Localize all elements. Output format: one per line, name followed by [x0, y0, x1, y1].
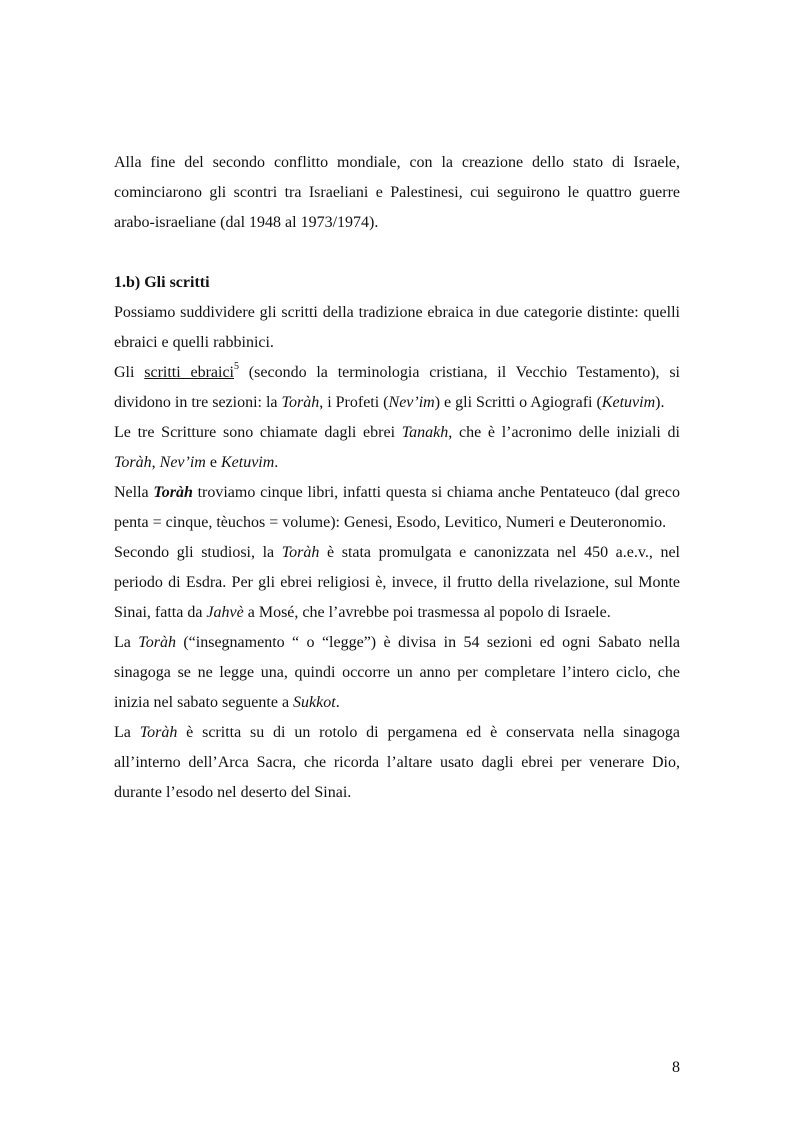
text-run: , che è l’acronimo delle iniziali di [448, 424, 681, 441]
term-scritti-ebraici: scritti ebraici [144, 364, 235, 381]
term-torah: Toràh [139, 724, 178, 741]
text-run: Secondo gli studiosi, la [114, 544, 282, 561]
term-sukkot: Sukkot [293, 694, 336, 711]
text-run: Gli [114, 364, 145, 381]
term-torah: Toràh [114, 454, 152, 471]
paragraph-gap [114, 238, 680, 268]
text-run: è scritta su di un rotolo di pergamena ed è conservata nella sinagoga all’interno dell’Arca Sacra, che ricorda l’altare usato dagli ebrei per venerare Dio, durante l’esodo nel deserto del Sinai. [114, 724, 681, 801]
text-run: . [274, 454, 279, 471]
term-neviim: Nev’im [159, 454, 206, 471]
paragraph-tanakh [114, 418, 680, 478]
section-heading: 1.b) Gli scritti [114, 274, 210, 291]
text-run: (secondo la terminologia cristiana, il Vecchio Testamento), si dividono in tre sezioni: la [114, 364, 681, 411]
term-torah: Toràh [281, 544, 320, 561]
text-run: (“insegnamento “ o “legge”) è divisa in 54 sezioni ed ogni Sabato nella sinagoga se ne legge una, quindi occorre un anno per completare l’intero ciclo, che inizia nel sabato seguente a [114, 634, 680, 711]
paragraph-categories: Possiamo suddividere gli scritti della tradizione ebraica in due categorie distinte: quelli ebraici e quelli rabbinici. [114, 304, 680, 351]
term-neviim: Nev’im [388, 394, 435, 411]
paragraph-postwar-conflicts: Alla fine del secondo conflitto mondiale, con la creazione dello stato di Israele, cominciarono gli scontri tra Israeliani e Palestinesi, cui seguirono le quattro guerre arabo-israeliane (dal 1948 al 1973/1974). [114, 154, 680, 231]
page-body [114, 148, 680, 808]
paragraph-scholars [114, 538, 680, 628]
text-run: è stata promulgata e canonizzata nel 450 a.e.v., nel periodo di Esdra. Per gli ebrei religiosi è, invece, il frutto della rivelazione, sul Monte Sinai, fatta da [114, 544, 680, 621]
paragraph-pentateuch [114, 478, 680, 538]
text-run: Nella [114, 484, 154, 501]
text-run: a Mosé, che l’avrebbe poi trasmessa al popolo di Israele. [243, 604, 611, 621]
term-torah-bold: Toràh [153, 484, 193, 501]
paragraph-scroll [114, 718, 680, 808]
term-torah: Toràh [138, 634, 176, 651]
term-tanakh: Tanakh [401, 424, 449, 441]
page-number: 8 [672, 1059, 680, 1076]
text-run: , [151, 454, 160, 471]
text-run: Le tre Scritture sono chiamate dagli ebrei [114, 424, 402, 441]
text-run: , i Profeti ( [319, 394, 389, 411]
text-run: La [114, 634, 139, 651]
footnote-ref[interactable]: 5 [234, 361, 240, 372]
paragraph-sections [114, 628, 680, 718]
text-run: . [335, 694, 340, 711]
text-run: troviamo cinque libri, infatti questa si chiama anche Pentateuco (dal greco penta = cinque, tèuchos = volume): Genesi, Esodo, Levitico, Numeri e Deuteronomio. [114, 484, 681, 531]
text-run: La [114, 724, 140, 741]
text-run: e [205, 454, 221, 471]
term-jahve: Jahvè [206, 604, 244, 621]
term-torah: Toràh [281, 394, 320, 411]
paragraph-hebrew-writings [114, 358, 680, 418]
text-run: ) e gli Scritti o Agiografi ( [434, 394, 602, 411]
term-ketuvim: Ketuvim [601, 394, 656, 411]
text-run: ). [655, 394, 665, 411]
term-ketuvim: Ketuvim [220, 454, 275, 471]
